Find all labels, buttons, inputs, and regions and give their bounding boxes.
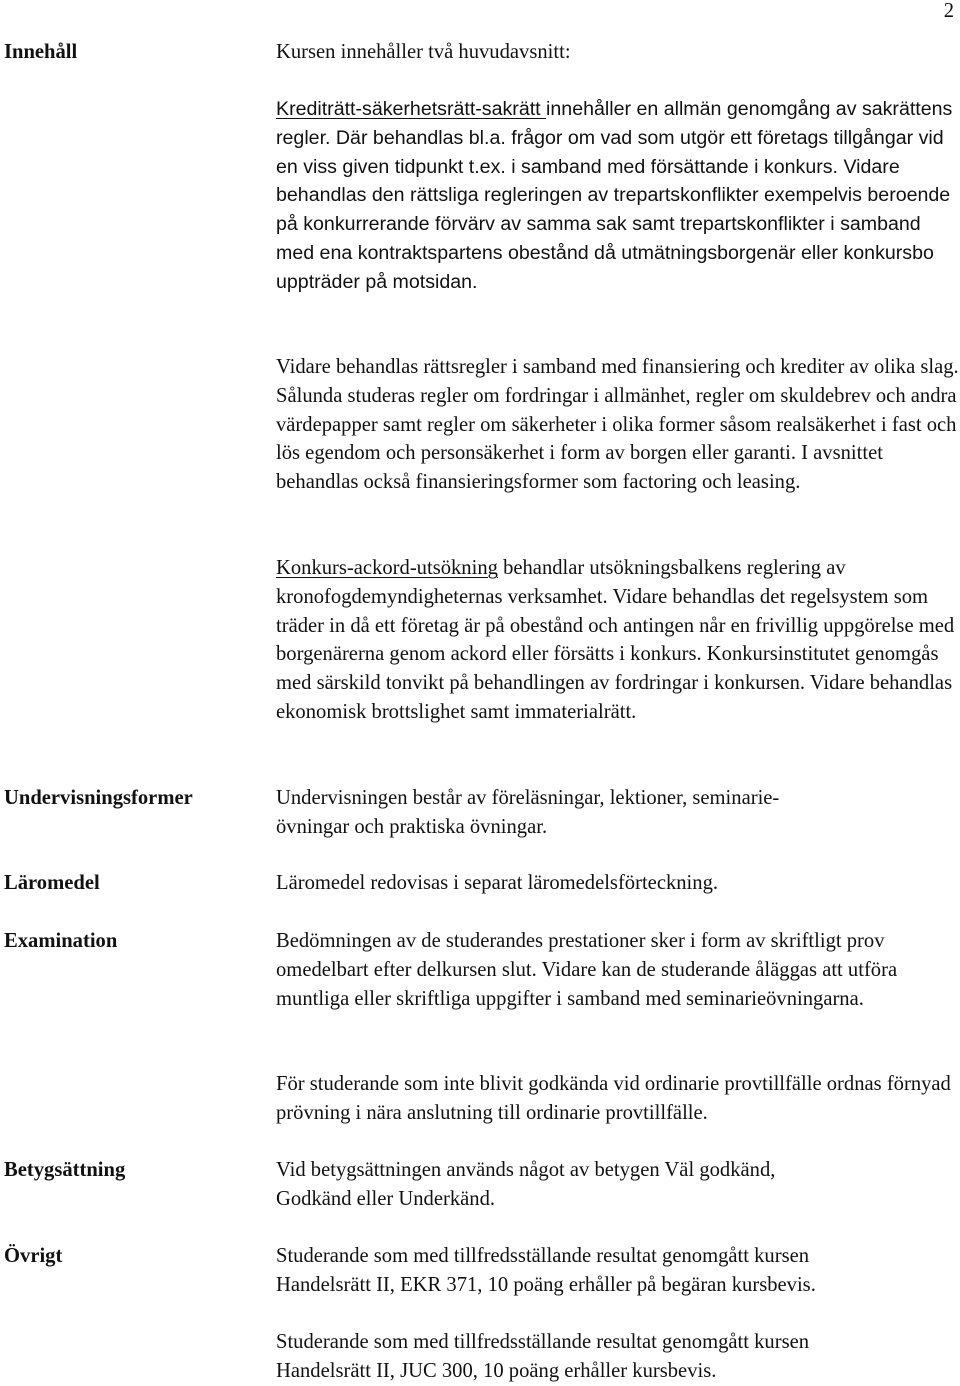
section-label-examination: Examination xyxy=(4,930,118,952)
paragraph-kreditratt xyxy=(276,95,956,297)
undervisningsformer-line2: övningar och praktiska övningar. xyxy=(276,815,548,838)
heading-konkurs: Konkurs-ackord-utsökning xyxy=(276,557,498,579)
section-label-innehall: Innehåll xyxy=(4,41,78,63)
paragraph-betygsattning xyxy=(276,1156,960,1214)
ovrigt-line4: Handelsrätt II, JUC 300, 10 poäng erhåller kursbevis. xyxy=(276,1359,717,1382)
ovrigt-line2: Handelsrätt II, EKR 371, 10 poäng erhåller på begäran kursbevis. xyxy=(276,1273,816,1296)
paragraph-ovrigt-2 xyxy=(276,1328,960,1386)
paragraph-ovrigt-1 xyxy=(276,1242,960,1300)
undervisningsformer-line1: Undervisningen består av föreläsningar, lektioner, seminarie- xyxy=(276,787,780,809)
section-label-ovrigt: Övrigt xyxy=(4,1245,63,1267)
paragraph-konkurs xyxy=(276,554,960,727)
paragraph-undervisningsformer xyxy=(276,784,960,842)
paragraph-omprov: För studerande som inte blivit godkända vid ordinarie provtillfälle ordnas förnyad prövning i nära anslutning till ordinarie provtillfälle. xyxy=(276,1073,951,1124)
paragraph-kreditratt-part2: Vidare behandlas den rättsliga regleringen av trepartskonflikter exempelvis beroende på konkurrerande förvärv av samma sak samt trepartskonflikter i samband med ena kontraktspartens obestånd då utmätningsborgenär eller konkursbo uppträder på motsidan. xyxy=(276,155,951,293)
page-number: 2 xyxy=(943,0,954,22)
ovrigt-line1: Studerande som med tillfredsställande resultat genomgått kursen xyxy=(276,1245,810,1267)
heading-kreditratt: Krediträtt-säkerhetsrätt-sakrätt xyxy=(276,98,547,120)
betygsattning-line2: Godkänd eller Underkänd. xyxy=(276,1187,496,1210)
paragraph-kreditratt-part1: innehåller en allmän genomgång av sakrättens regler. Där behandlas bl.a. frågor om vad som utgör ett företags tillgångar vid en viss given tidpunkt t.ex. i samband med försättande i konkurs. xyxy=(276,98,953,178)
ovrigt-line3: Studerande som med tillfredsställande resultat genomgått kursen xyxy=(276,1331,810,1353)
section-label-betygsattning: Betygsättning xyxy=(4,1159,126,1181)
paragraph-examination: Bedömningen av de studerandes prestationer sker i form av skriftligt prov omedelbart efter delkursen slut. Vidare kan de studerande åläggas att utföra muntliga eller skriftliga uppgifter i samband med seminarieövningarna. xyxy=(276,930,898,1010)
section-label-undervisningsformer: Undervisningsformer xyxy=(4,787,193,809)
section-label-laromedel: Läromedel xyxy=(4,872,100,894)
paragraph-laromedel: Läromedel redovisas i separat läromedelsförteckning. xyxy=(276,872,719,894)
betygsattning-line1: Vid betygsättningen används något av betygen Väl godkänd, xyxy=(276,1159,776,1181)
paragraph-finansiering: Vidare behandlas rättsregler i samband med finansiering och krediter av olika slag. Sålunda studeras regler om fordringar i allmänhet, regler om skuldebrev och andra värdepapper samt regler om säkerheter i olika former såsom realsäkerhet i fast och lös egendom och personsäkerhet i form av borgen eller garanti. I avsnittet behandlas också finansieringsformer som factoring och leasing. xyxy=(276,356,959,494)
intro-text: Kursen innehåller två huvudavsnitt: xyxy=(276,41,571,63)
paragraph-konkurs-rest: behandlar utsökningsbalkens reglering av kronofogdemyndigheternas verksamhet. Vidare behandlas det regelsystem som träder in då ett företag är på obestånd och antingen når en frivillig uppgörelse med borgenärerna genom ackord eller försätts i konkurs. Konkursinstitutet genomgås med särskild tonvikt på behandlingen av fordringar i konkursen. Vidare behandlas ekonomisk brottslighet samt immaterialrätt. xyxy=(276,557,955,723)
